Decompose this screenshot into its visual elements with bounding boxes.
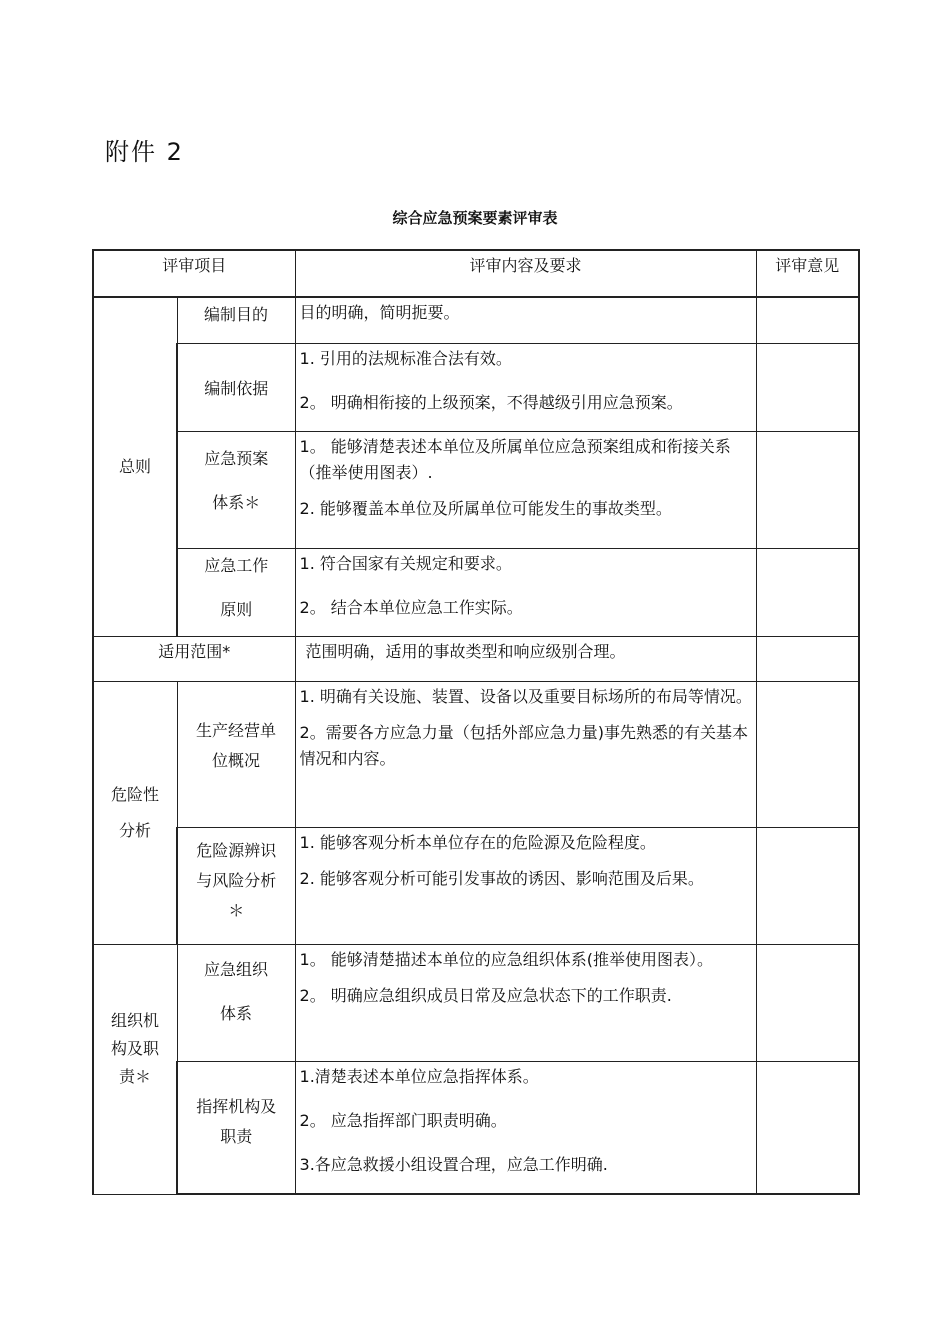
table-row bbox=[93, 636, 859, 681]
category-risk: 危险性 分析 bbox=[93, 681, 177, 944]
sub-item: 编制依据 bbox=[177, 343, 295, 431]
content-cell: 1。 能够清楚描述本单位的应急组织体系(推举使用图表）。 2。 明确应急组织成员日常及应急状态下的工作职责. bbox=[295, 944, 756, 1061]
content-cell: 1. 明确有关设施、装置、设备以及重要目标场所的布局等情况。 2。需要各方应急力量（包括外部应急力量)事先熟悉的有关基本情况和内容。 bbox=[295, 681, 756, 827]
content-cell: 1。 能够清楚表述本单位及所属单位应急预案组成和衔接关系（推举使用图表）. 2. 能够覆盖本单位及所属单位可能发生的事故类型。 bbox=[295, 431, 756, 548]
opinion-cell[interactable] bbox=[756, 827, 859, 944]
opinion-cell[interactable] bbox=[756, 1061, 859, 1194]
header-item: 评审项目 bbox=[93, 250, 295, 297]
scope-label: 适用范围* bbox=[93, 636, 295, 681]
content-cell: 1. 符合国家有关规定和要求。 2。 结合本单位应急工作实际。 bbox=[295, 548, 756, 636]
sub-item: 编制目的 bbox=[177, 297, 295, 343]
opinion-cell[interactable] bbox=[756, 636, 859, 681]
content-cell: 1. 能够客观分析本单位存在的危险源及危险程度。 2. 能够客观分析可能引发事故的诱因、影响范围及后果。 bbox=[295, 827, 756, 944]
table-row bbox=[93, 548, 859, 636]
table-header-row bbox=[93, 250, 859, 297]
review-table bbox=[92, 249, 860, 1195]
sub-item: 危险源辨识 与风险分析 ＊ bbox=[177, 827, 295, 944]
category-org: 组织机 构及职 责＊ bbox=[93, 944, 177, 1194]
category-general: 总则 bbox=[93, 297, 177, 636]
sub-item: 应急组织 体系 bbox=[177, 944, 295, 1061]
content-cell: 目的明确，简明扼要。 bbox=[295, 297, 756, 343]
content-cell: 范围明确，适用的事故类型和响应级别合理。 bbox=[295, 636, 756, 681]
table-row bbox=[93, 1061, 859, 1194]
attachment-label: 附件 2 bbox=[105, 138, 184, 166]
opinion-cell[interactable] bbox=[756, 343, 859, 431]
sub-item: 应急工作 原则 bbox=[177, 548, 295, 636]
opinion-cell[interactable] bbox=[756, 297, 859, 343]
table-row bbox=[93, 681, 859, 827]
opinion-cell[interactable] bbox=[756, 548, 859, 636]
document-title: 综合应急预案要素评审表 bbox=[392, 209, 558, 227]
sub-item: 应急预案 体系＊ bbox=[177, 431, 295, 548]
sub-item: 指挥机构及 职责 bbox=[177, 1061, 295, 1194]
table-row bbox=[93, 297, 859, 343]
content-cell: 1. 引用的法规标准合法有效。 2。 明确相衔接的上级预案，不得越级引用应急预案。 bbox=[295, 343, 756, 431]
opinion-cell[interactable] bbox=[756, 681, 859, 827]
table-row bbox=[93, 944, 859, 1061]
opinion-cell[interactable] bbox=[756, 431, 859, 548]
table-row bbox=[93, 343, 859, 431]
content-cell: 1.清楚表述本单位应急指挥体系。 2。 应急指挥部门职责明确。 3.各应急救援小组设置合理，应急工作明确. bbox=[295, 1061, 756, 1194]
header-opinion: 评审意见 bbox=[756, 250, 859, 297]
opinion-cell[interactable] bbox=[756, 944, 859, 1061]
table-row bbox=[93, 431, 859, 548]
table-row bbox=[93, 827, 859, 944]
header-content: 评审内容及要求 bbox=[295, 250, 756, 297]
sub-item: 生产经营单 位概况 bbox=[177, 681, 295, 827]
